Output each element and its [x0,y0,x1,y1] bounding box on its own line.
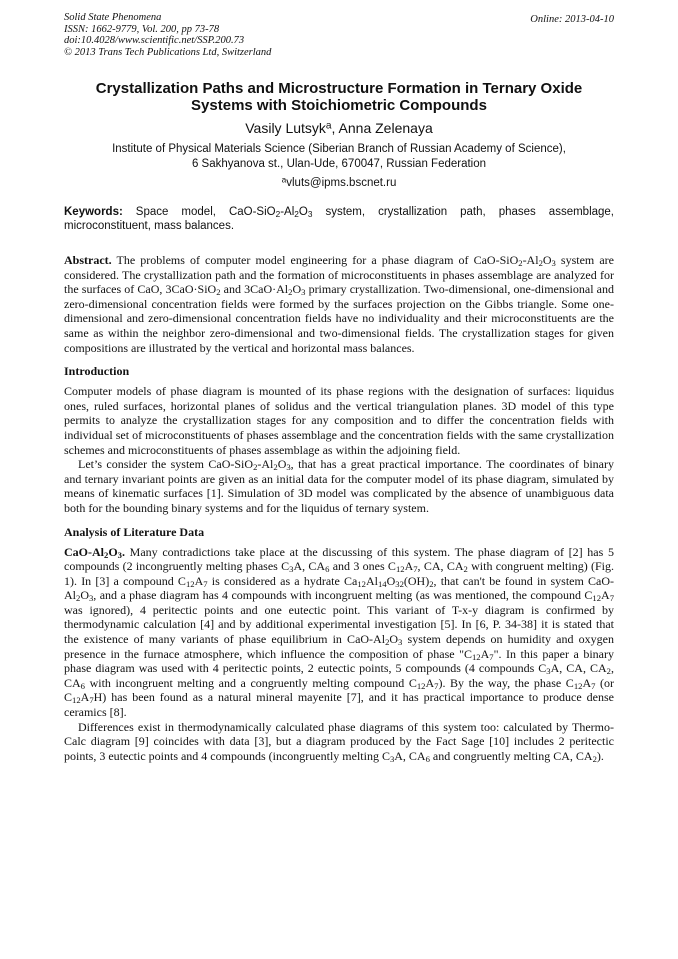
subscript: 6 [325,564,330,575]
paragraph-text: system depends on humidity and oxygen presence in the furnace atmosphere, which influence the composition of phase "C [64,632,614,661]
subscript: 14 [377,578,387,589]
subscript: 3 [88,593,94,604]
paragraph-text: , that has a great practical importance. The coordinates of binary and ternary invariant points are given as an initial data for the computer model of its phase diagram, simulated by means of kinematic surfaces [1]. Simulation of 3D model was complicated by the absence of unambiguous data both for the bounding binary systems and for the liquidus of ternary system. [64,457,615,515]
journal-copyright: © 2013 Trans Tech Publications Ltd, Switzerland [64,46,272,58]
title-line-1: Crystallization Paths and Microstructure Formation in Ternary Oxide [95,80,583,97]
subscript: 7 [413,564,418,575]
bold-subscript: 3 [117,549,122,560]
analysis-paragraph-2 [64,720,614,764]
abstract-text: O [292,282,302,297]
paragraph-text: and congruently melting CA, CA [429,748,593,763]
abstract-text: primary crystallization. Two-dimensional, one-dimensional and zero-dimensional concentration fields were formed by the surfaces projection on the Gibbs triangle. Some one-dimensional and zero-dimensional concentration fields have no individuality and their microconstituents are the same as within the neighbor zero-dimensional and two-dimensional fields. The crystallization stages for given compositions are illustrated by the vertical and horizontal mass balances. [64,282,614,355]
subscript: 2 [385,637,390,648]
paragraph-text: A [601,588,610,603]
subscript: 12 [395,564,405,575]
subscript: 2 [275,210,281,220]
keywords-text: system, crystallization path, phases assemblage, microconstituent, mass balances. [64,206,615,232]
keywords [64,205,614,233]
journal-doi: doi:10.4028/www.scientific.net/SSP.200.73 [64,35,245,46]
subscript: 3 [301,287,306,298]
subscript: 32 [395,578,404,589]
abstract-text: The problems of computer model engineering for a phase diagram of CaO-SiO [111,253,519,267]
keywords-label: Keywords: [64,206,123,218]
abstract-text: -Al [522,253,539,267]
email-mark: a [281,175,287,185]
affiliation-line-1: Institute of Physical Materials Science (Siberian Branch of Russian Academy of Science), [112,143,566,155]
paragraph-text: O [389,632,399,647]
introduction-paragraph-2 [64,457,614,515]
subscript: 7 [434,681,439,691]
subscript: 12 [573,681,583,691]
introduction-paragraph-1: Computer models of phase diagram is mounted of its phase regions with the designation of surfaces: liquidus ones, ruled surfaces, horizontal planes of solidus and the vertical triangulation planes. 3D model of this type permits to analyze the crystallization stages for any composition and to differ the concentration fields with individual set of microconstituents of phases assemblage and the concentration fields with the same crystallization schemes and microconstituents of phases assemblage as within the adjoining field. [64,384,614,457]
paragraph-text: with congruent melting) (Fig. 1). In [3] a compound C [64,559,614,588]
paragraph-text: (OH) [403,573,430,588]
subscript: 12 [72,695,81,706]
author-2: Anna Zelenaya [338,120,433,136]
bold-subscript: 2 [104,549,109,560]
author-separator: , [331,120,339,136]
paragraph-text: Al [365,573,378,588]
subscript: 2 [216,287,221,298]
paragraph-text: Differences exist in thermodynamically calculated phase diagrams of this system too: calculated by Thermo-Calc diagram [9] coincides with data [3], but a diagram produced by the Fact Sage [10] includes 2 peritectic points, 3 eutectic points and 4 compounds (incongruently melting C [64,719,614,763]
subscript: 3 [389,753,395,764]
subscript: 2 [606,666,611,677]
paragraph-text: A, CA [394,748,426,763]
subscript: 12 [357,578,366,589]
paragraph-text: A [582,675,592,690]
subscript: 6 [80,681,85,691]
online-date: Online: 2013-04-10 [530,14,614,25]
subscript: 2 [518,258,523,269]
introduction-heading: Introduction [64,364,130,379]
abstract-text: and 3CaO·Al [220,282,289,297]
abstract-label: Abstract. [64,253,112,267]
paragraph-text: ". In this paper a binary phase diagram was used with 4 peritectic points, 2 eutectic points, 5 compounds (4 compounds C [64,646,614,676]
subscript: 2 [253,462,258,473]
paragraph-text: with incongruent melting and a congruently melting compound C [84,675,417,690]
subscript: 2 [288,287,293,298]
subscript: 2 [273,462,278,473]
paragraph-text: A [480,646,490,661]
paragraph-text: (or C [64,675,614,705]
subscript: 7 [203,578,208,589]
subscript: 12 [471,651,481,662]
subscript: 7 [89,695,94,706]
author-email [64,177,614,189]
subscript: 7 [591,681,596,691]
keywords-text: -Al [280,206,295,218]
subscript: 2 [592,753,597,764]
subscript: 3 [546,666,551,677]
paragraph-text: and 3 ones C [329,559,396,574]
subscript: 7 [609,593,614,604]
subscript: 12 [185,578,195,589]
paragraph-text: O [277,457,287,472]
title-line-2: Systems with Stoichiometric Compounds [191,97,487,114]
subscript: 2 [429,578,434,589]
subscript: 6 [425,753,430,764]
analysis-heading: Analysis of Literature Data [64,524,205,539]
paper-title [64,80,614,114]
subscript: 2 [463,564,468,575]
analysis-paragraph-1 [64,545,614,720]
email-address: vluts@ipms.bscnet.ru [286,177,397,189]
subscript: 2 [294,210,299,220]
author-1-affiliation-mark: a [325,120,332,132]
subscript: 2 [76,593,81,604]
author-list [64,120,614,136]
paragraph-text: O [80,588,89,603]
paragraph-text: A, CA [293,559,326,574]
subscript: 3 [398,637,403,648]
paragraph-text: ). [596,748,604,763]
subscript: 7 [489,651,494,662]
abstract-text: system are considered. The crystallization path and the formation of microconstituents in phases assemblage are analyzed for the surfaces of CaO, 3CaO·SiO [64,253,614,297]
affiliation-line-2: 6 Sakhyanova st., Ulan-Ude, 670047, Russian Federation [191,158,487,170]
bold-text: CaO-Al [64,544,104,559]
keywords-text: Space model, CaO-SiO [122,206,276,218]
paragraph-text: , and a phase diagram has 4 compounds with incongruent melting (as was mentioned, the compound C [93,588,593,603]
affiliation [64,142,614,172]
paragraph-text: A [404,559,414,574]
author-1: Vasily Lutsyk [245,120,326,136]
abstract-text: O [542,253,552,267]
paragraph-text: -Al [257,457,274,472]
paragraph-text: O [386,573,396,588]
bold-text: O [108,544,118,559]
paragraph-text: Many contradictions take place at the discussing of this system. The phase diagram of [2] has 5 compounds (2 incongruently melting phases C [64,544,614,574]
bold-text: . [121,544,125,559]
paragraph-text: is considered as a hydrate Ca [207,573,358,588]
journal-name: Solid State Phenomena [64,12,162,23]
paragraph-text: , CA, CA [417,559,464,574]
abstract [64,253,614,355]
subscript: 3 [289,564,294,575]
paragraph-text: , that can't be found in system CaO-Al [64,573,615,603]
paragraph-text: A, CA, CA [550,661,607,676]
journal-issn: ISSN: 1662-9779, Vol. 200, pp 73-78 [64,23,220,35]
subscript: 12 [592,593,602,604]
paper-page [64,12,614,763]
paragraph-text: A [80,690,90,705]
paragraph-text: was ignored), 4 peritectic points and one eutectic point. This variant of T-x-y diagram is confirmed by thermodynamic calculation [4] and by additional experimental investigation [5]. In [6, P. 34-38] it is stated that the existence of many variants of phase equilibrium in CaO-Al [64,602,614,647]
subscript: 12 [416,681,426,691]
paragraph-text: ). By the way, the phase C [438,675,574,690]
subscript: 3 [551,258,556,269]
subscript: 3 [307,210,313,220]
paragraph-text: A [194,573,204,588]
keywords-text: O [298,206,308,218]
subscript: 2 [538,258,543,269]
journal-header [64,12,614,58]
paragraph-text: Let’s consider the system CaO-SiO [78,457,254,472]
subscript: 3 [286,462,291,473]
paragraph-text: H) has been found as a natural mineral mayenite [7], and it has practical importance to produce dense ceramics [8]. [64,690,614,720]
paragraph-text: A [425,675,435,690]
paragraph-text: , CA [64,661,614,690]
